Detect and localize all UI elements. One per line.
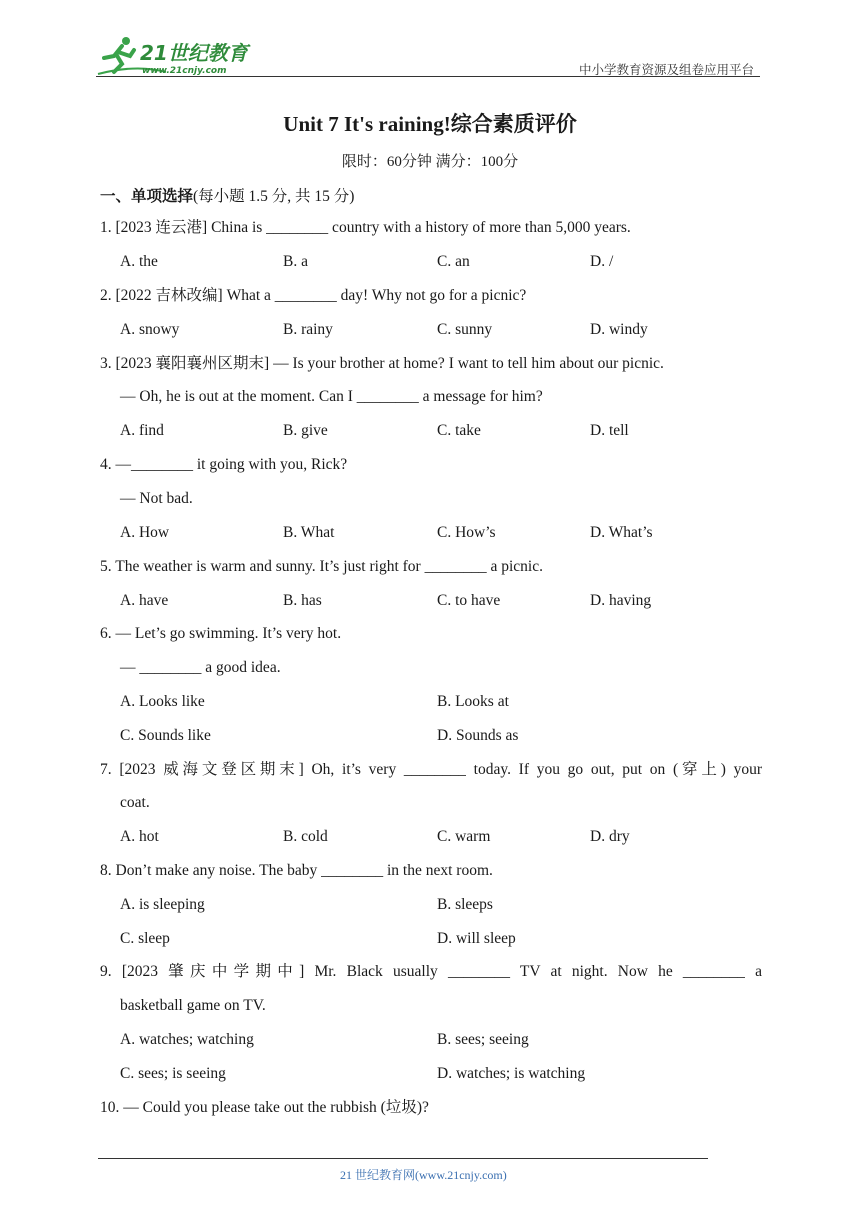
question-stem: 9. [2023 肇庆中学期中] Mr. Black usually ________ TV at night. Now he ________ a	[100, 963, 762, 980]
question-stem: 2. [2022 吉林改编] What a ________ day! Why not go for a picnic?	[100, 287, 527, 304]
option: D. dry	[590, 828, 630, 845]
option: D. windy	[590, 321, 648, 338]
option: A. have	[120, 592, 169, 609]
option: B. What	[283, 524, 335, 541]
question-stem: 4. —________ it going with you, Rick?	[100, 456, 348, 473]
option: D. What’s	[590, 524, 653, 541]
question-stem: — Oh, he is out at the moment. Can I ________ a message for him?	[120, 388, 543, 405]
logo-text: 21世纪教育	[140, 41, 248, 65]
option: D. /	[590, 253, 614, 270]
option: B. rainy	[283, 321, 333, 338]
question-stem: 6. — Let’s go swimming. It’s very hot.	[100, 625, 342, 642]
site-logo	[96, 34, 266, 78]
option: B. has	[283, 592, 322, 609]
exam-info: 限时：60分钟 满分：100分	[341, 154, 519, 170]
option: A. How	[120, 524, 170, 541]
option: D. will sleep	[437, 930, 516, 947]
question-stem: 3. [2023 襄阳襄州区期末] — Is your brother at home? I want to tell him about our picnic.	[100, 355, 664, 372]
option: C. sleep	[120, 930, 170, 947]
option: C. sunny	[437, 321, 493, 338]
option: D. having	[590, 592, 652, 609]
header-tagline: 中小学教育资源及组卷应用平台	[578, 62, 754, 77]
option: B. cold	[283, 828, 328, 845]
question-stem: 8. Don’t make any noise. The baby ________ in the next room.	[100, 862, 493, 879]
question-stem: — ________ a good idea.	[120, 659, 281, 676]
option: C. sees; is seeing	[120, 1065, 226, 1082]
option: D. watches; is watching	[437, 1065, 586, 1082]
option: B. Looks at	[437, 693, 509, 710]
section-title: 一、单项选择	[100, 188, 194, 205]
option: D. tell	[590, 422, 629, 439]
option: C. Sounds like	[120, 727, 211, 744]
footer-divider	[98, 1158, 708, 1159]
option: B. sees; seeing	[437, 1031, 529, 1048]
footer-text: 21 世纪教育网(www.21cnjy.com)	[340, 1168, 507, 1182]
question-stem: 5. The weather is warm and sunny. It’s just right for ________ a picnic.	[100, 558, 543, 575]
option: A. find	[120, 422, 164, 439]
option: A. the	[120, 253, 158, 270]
question-stem: 10. — Could you please take out the rubbish (垃圾)?	[100, 1099, 429, 1116]
page-title: Unit 7 It's raining!综合素质评价	[283, 112, 577, 136]
question-stem: 1. [2023 连云港] China is ________ country with a history of more than 5,000 years.	[100, 219, 631, 236]
logo-url: www.21cnjy.com	[142, 66, 227, 76]
section-heading	[100, 184, 354, 206]
question-stem: coat.	[120, 794, 150, 811]
option: C. to have	[437, 592, 501, 609]
option: A. snowy	[120, 321, 180, 338]
section-note: (每小题 1.5 分, 共 15 分)	[193, 188, 355, 205]
option: C. an	[437, 253, 470, 270]
question-stem: basketball game on TV.	[120, 997, 266, 1014]
header-divider	[96, 76, 760, 77]
option: C. take	[437, 422, 481, 439]
option: A. Looks like	[120, 693, 205, 710]
option: B. a	[283, 253, 308, 270]
option: A. is sleeping	[120, 896, 205, 913]
option: B. give	[283, 422, 328, 439]
option: A. hot	[120, 828, 159, 845]
option: B. sleeps	[437, 896, 493, 913]
option: D. Sounds as	[437, 727, 519, 744]
question-stem: — Not bad.	[120, 490, 193, 507]
option: C. warm	[437, 828, 491, 845]
question-stem: 7. [2023 威海文登区期末] Oh, it’s very ________ today. If you go out, put on (穿上) your	[100, 761, 762, 778]
option: C. How’s	[437, 524, 496, 541]
option: A. watches; watching	[120, 1031, 254, 1048]
